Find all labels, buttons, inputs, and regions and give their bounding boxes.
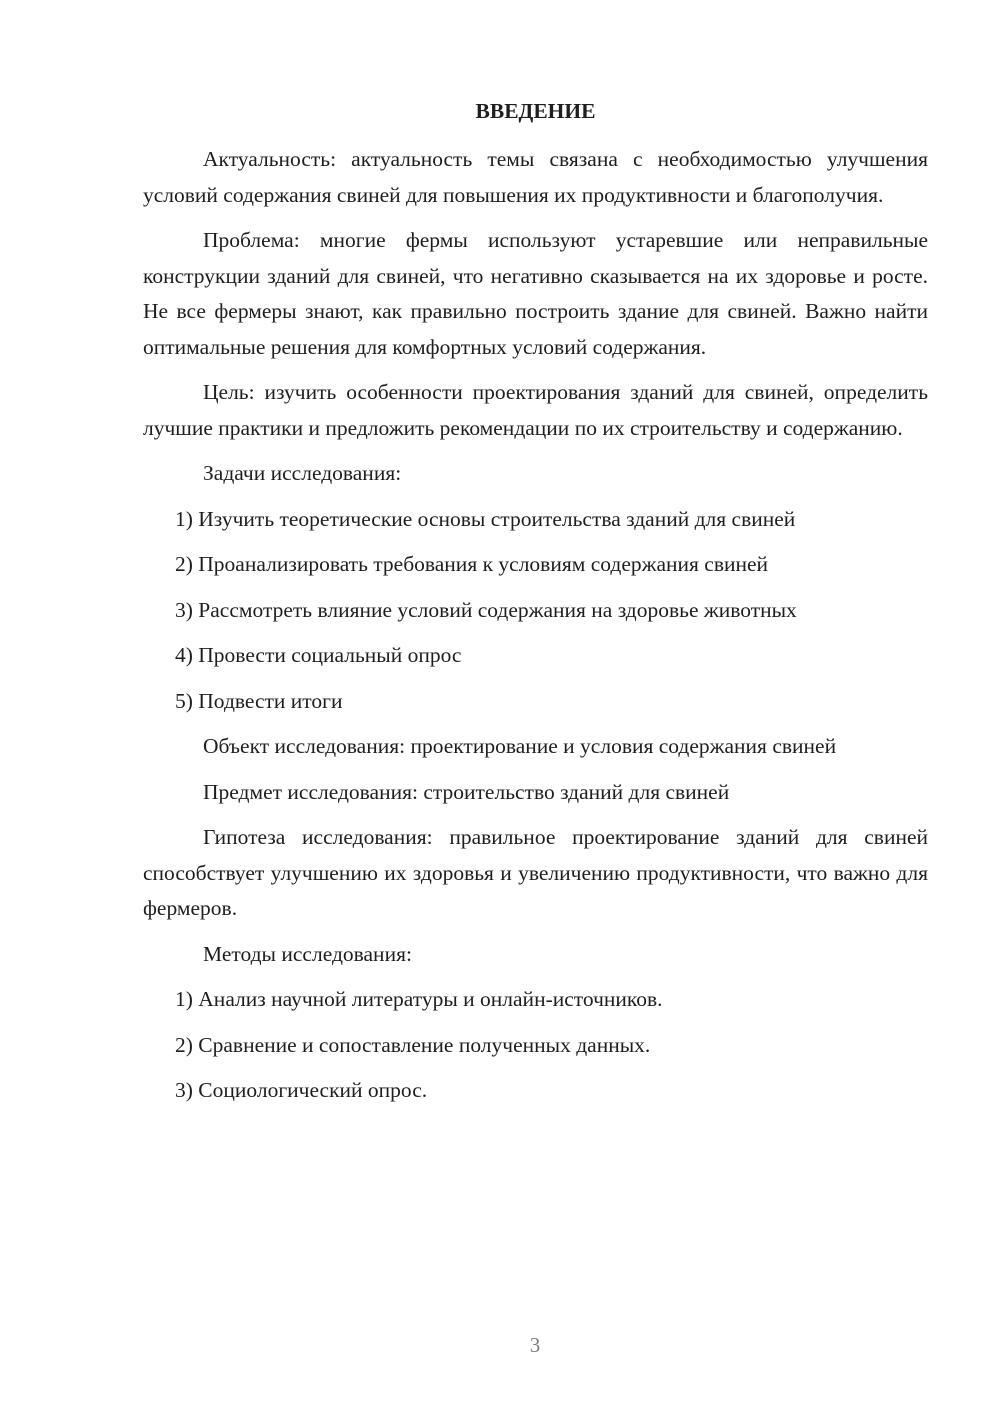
task-item: 5) Подвести итоги bbox=[175, 688, 343, 713]
methods-list bbox=[143, 982, 928, 1109]
page-number: 3 bbox=[529, 1333, 541, 1357]
problem-paragraph: Проблема: многие фермы используют устаревшие или неправильные конструкции зданий для свиней, что негативно сказывается на их здоровье и росте. Не все фермеры знают, как правильно построить здание для свиней. Важно найти оптимальные решения для комфортных условий содержания. bbox=[143, 228, 928, 359]
method-item: 3) Социологический опрос. bbox=[175, 1078, 428, 1102]
task-item: 1) Изучить теоретические основы строительства зданий для свиней bbox=[175, 506, 796, 531]
goal-paragraph: Цель: изучить особенности проектирования зданий для свиней, определить лучшие практики и предложить рекомендации по их строительству и содержанию. bbox=[143, 380, 928, 440]
tasks-heading: Задачи исследования: bbox=[203, 461, 402, 485]
subject-paragraph: Предмет исследования: строительство зданий для свиней bbox=[203, 779, 730, 804]
object-paragraph: Объект исследования: проектирование и условия содержания свиней bbox=[203, 734, 837, 758]
page-title: ВВЕДЕНИЕ bbox=[475, 99, 596, 123]
hypothesis-paragraph: Гипотеза исследования: правильное проектирование зданий для свиней способствует улучшению их здоровья и увеличению продуктивности, что важно для фермеров. bbox=[143, 825, 928, 920]
tasks-list bbox=[143, 502, 928, 720]
relevance-paragraph: Актуальность: актуальность темы связана с необходимостью улучшения условий содержания свиней для повышения их продуктивности и благополучия. bbox=[143, 147, 928, 207]
task-item: 3) Рассмотреть влияние условий содержания на здоровье животных bbox=[175, 597, 797, 622]
methods-heading: Методы исследования: bbox=[203, 941, 412, 966]
method-item: 2) Сравнение и сопоставление полученных данных. bbox=[175, 1032, 651, 1057]
method-item: 1) Анализ научной литературы и онлайн-источников. bbox=[175, 987, 663, 1011]
task-item: 4) Провести социальный опрос bbox=[175, 643, 462, 667]
page-content bbox=[143, 96, 928, 1119]
task-item: 2) Проанализировать требования к условиям содержания свиней bbox=[175, 552, 769, 576]
